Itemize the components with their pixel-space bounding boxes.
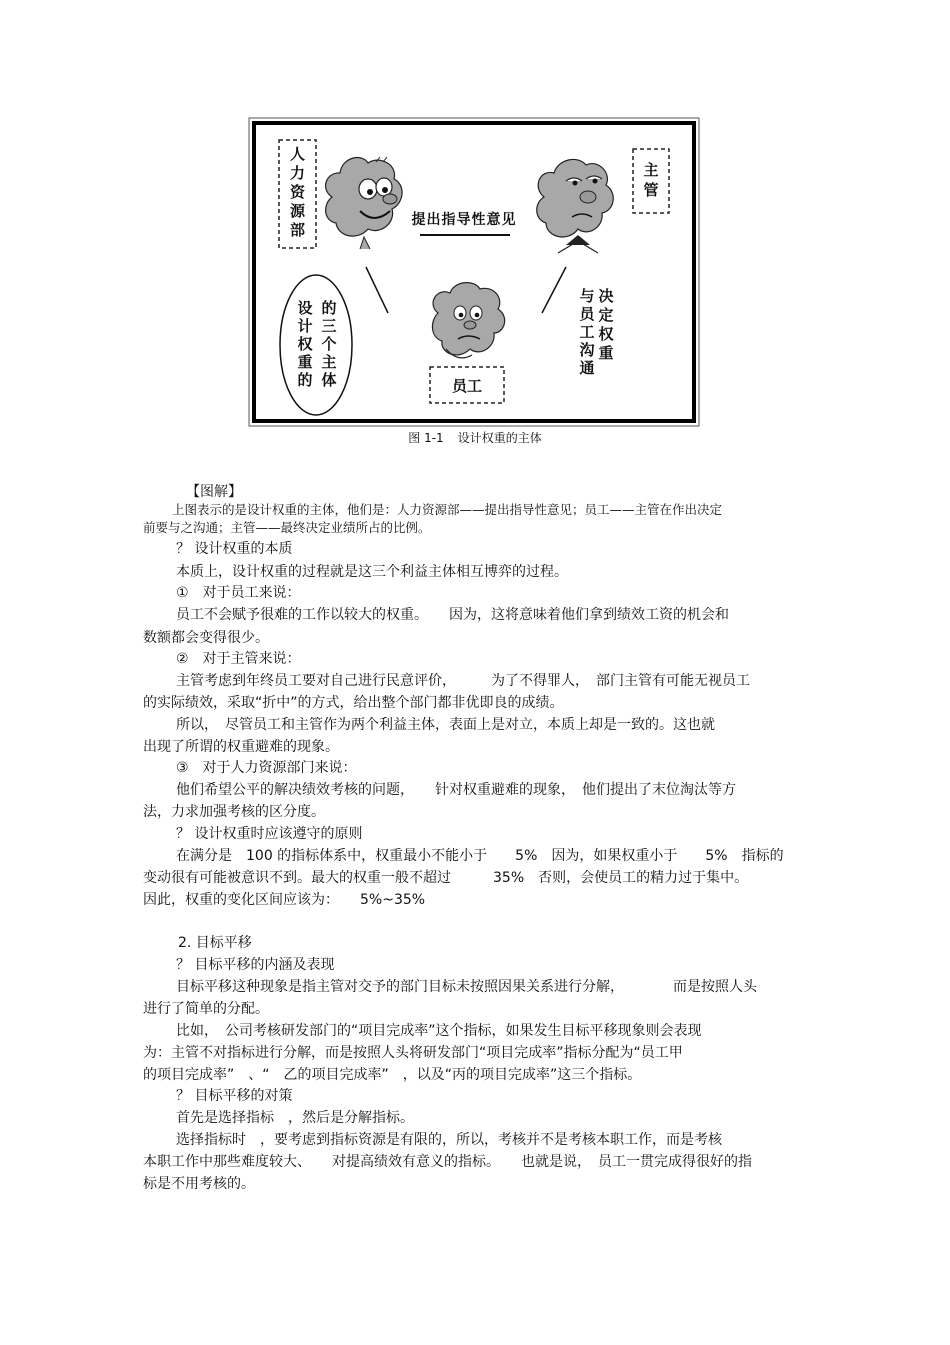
paragraph-line: 因此，权重的变化区间应该为： 5%~35%	[143, 892, 426, 908]
paragraph-line: 本质上，设计权重的过程就是这三个利益主体相互博弈的过程。	[176, 564, 568, 580]
oval-text-col2: 设计权重的	[297, 299, 313, 389]
paragraph-line: 前要与之沟通；主管——最终决定业绩所占的比例。	[143, 520, 431, 535]
list-item-heading: ② 对于主管来说：	[176, 651, 301, 667]
paragraph-line: 标是不用考核的。	[143, 1176, 255, 1192]
subheading: ？ 设计权重的本质	[176, 541, 293, 557]
figure-caption	[0, 429, 950, 446]
guidance-label: 提出指导性意见	[411, 212, 517, 228]
paragraph-line: 变动很有可能被意识不到。最大的权重一般不超过 35% 否则，会使员工的精力过于集中。	[143, 870, 749, 886]
paragraph-line: 选择指标时 ，要考虑到指标资源是有限的，所以，考核并不是考核本职工作，而是考核	[176, 1132, 722, 1148]
section-heading: 2. 目标平移	[178, 935, 252, 951]
figure-design-weight-subjects	[248, 117, 700, 427]
list-item-heading: ③ 对于人力资源部门来说：	[176, 760, 357, 776]
employee-label: 员工	[451, 377, 483, 395]
paragraph-line: 在满分是 100 的指标体系中，权重最小不能小于 5% 因为，如果权重小于 5% 指标的	[176, 848, 784, 864]
paragraph-line: 为：主管不对指标进行分解，而是按照人头将研发部门“项目完成率”指标分配为“员工甲	[143, 1045, 683, 1061]
paragraph-line: 主管考虑到年终员工要对自己进行民意评价， 为了不得罪人， 部门主管有可能无视员工	[176, 673, 750, 689]
paragraph-line: 他们希望公平的解决绩效考核的问题， 针对权重避难的现象， 他们提出了末位淘汰等方	[176, 782, 736, 798]
paragraph-line: 所以， 尽管员工和主管作为两个利益主体，表面上是对立，本质上却是一致的。这也就	[176, 717, 715, 733]
paragraph-line: 数额都会变得很少。	[143, 630, 269, 646]
paragraph-line: 首先是选择指标 ，然后是分解指标。	[176, 1110, 414, 1126]
manager-label: 主管	[643, 161, 659, 199]
paragraph-line: 目标平移这种现象是指主管对交予的部门目标未按照因果关系进行分解， 而是按照人头	[176, 979, 757, 995]
caption-number: 图 1-1	[408, 431, 444, 445]
list-item-heading: ① 对于员工来说：	[176, 585, 301, 601]
section-heading-diagram: 【图解】	[186, 484, 242, 500]
paragraph-line: 法，力求加强考核的区分度。	[143, 804, 325, 820]
paragraph-line: 本职工作中那些难度较大、 对提高绩效有意义的指标。 也就是说， 员工一贯完成得很好的指	[143, 1154, 752, 1170]
communicate-label: 与员工沟通	[579, 287, 595, 377]
paragraph-line: 进行了简单的分配。	[143, 1001, 269, 1017]
hr-label: 人力资源部	[289, 145, 306, 239]
subheading: ？ 设计权重时应该遵守的原则	[176, 826, 363, 842]
caption-title: 设计权重的主体	[457, 431, 542, 445]
paragraph-line: 的实际绩效，采取“折中”的方式，给出整个部门都非优即良的成绩。	[143, 695, 564, 711]
subheading: ？ 目标平移的内涵及表现	[176, 957, 335, 973]
subheading: ？ 目标平移的对策	[176, 1088, 293, 1104]
paragraph-line: 的项目完成率” 、“ 乙的项目完成率” ，以及“丙的项目完成率”这三个指标。	[143, 1067, 642, 1083]
paragraph-line: 出现了所谓的权重避难的现象。	[143, 739, 339, 755]
paragraph-line: 比如， 公司考核研发部门的“项目完成率”这个指标，如果发生目标平移现象则会表现	[176, 1023, 702, 1039]
oval-text-col1: 的三个主体	[321, 299, 337, 389]
paragraph-line: 员工不会赋予很难的工作以较大的权重。 因为，这将意味着他们拿到绩效工资的机会和	[176, 607, 729, 623]
paragraph-line: 上图表示的是设计权重的主体，他们是：人力资源部——提出指导性意见；员工——主管在作出决定	[172, 502, 723, 517]
decide-weight-label: 决定权重	[598, 287, 614, 362]
